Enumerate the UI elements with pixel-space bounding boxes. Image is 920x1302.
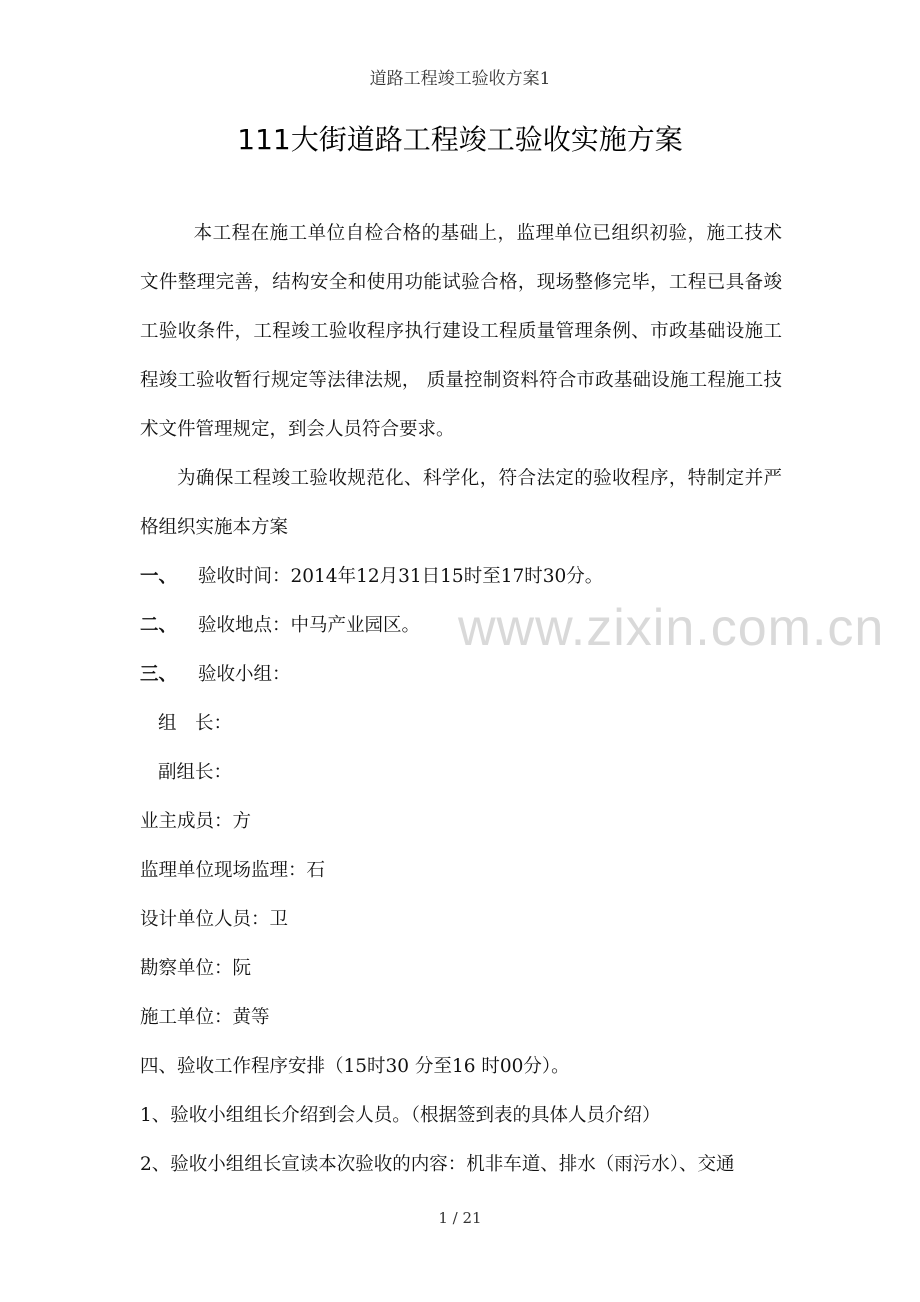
group-member-designer: 设计单位人员：卫 [140, 909, 289, 930]
section-text: 验收小组： [198, 664, 291, 685]
page-number: 1 / 21 [438, 1209, 482, 1227]
section-number: 一、 [140, 566, 178, 587]
group-member-supervisor: 监理单位现场监理：石 [140, 860, 326, 881]
intro-paragraph: 本工程在施工单位自检合格的基础上，监理单位已组织初验，施工技术文件整理完善，结构安全和使用功能试验合格，现场整修完毕，工程已具备竣工验收条件，工程竣工验收程序执行建设工程质量管理条例、市政基础设施工程竣工验收暂行规定等法律法规， 质量控制资料符合市政基础设施工程施工技术文件管理规定，到会人员符合要求。 [140, 223, 782, 440]
procedure-step-2: 2、验收小组组长宣读本次验收的内容：机非车道、排水（雨污水）、交通 [140, 1154, 735, 1175]
procedure-step-1: 1、验收小组组长介绍到会人员。（根据签到表的具体人员介绍） [140, 1105, 661, 1126]
group-leader-line: 组 长： [158, 713, 233, 734]
section-text: 验收地点：中马产业园区。 [198, 615, 421, 636]
section-location [140, 601, 782, 650]
group-deputy-line: 副组长： [158, 762, 233, 783]
purpose-paragraph: 为确保工程竣工验收规范化、科学化，符合法定的验收程序，特制定并严格组织实施本方案 [140, 468, 782, 538]
group-member-owner: 业主成员：方 [140, 811, 252, 832]
section-procedure: 四、验收工作程序安排（15时30 分至16 时00分）。 [140, 1056, 570, 1077]
document-body [140, 209, 782, 1189]
group-member-survey: 勘察单位：阮 [140, 958, 252, 979]
section-time [140, 552, 782, 601]
running-header: 道路工程竣工验收方案1 [369, 69, 551, 89]
group-member-contractor: 施工单位：黄等 [140, 1007, 270, 1028]
document-title: 111大街道路工程竣工验收实施方案 [237, 123, 683, 156]
section-group [140, 650, 782, 699]
section-number: 三、 [140, 664, 178, 685]
watermark-text: www.zixin.com.cn [458, 599, 885, 657]
section-number: 二、 [140, 615, 178, 636]
section-text: 验收时间：2014年12月31日15时至17时30分。 [198, 566, 604, 587]
